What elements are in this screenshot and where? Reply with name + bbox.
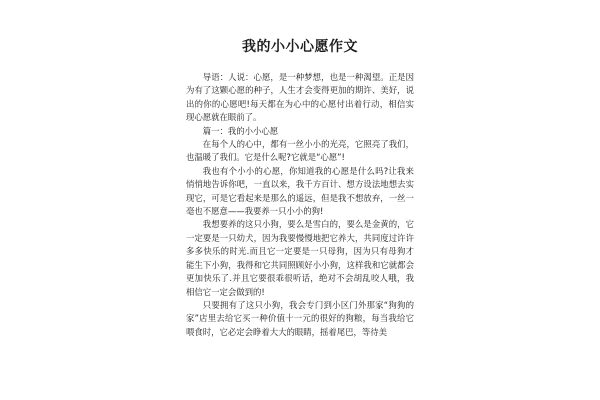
paragraph: 在每个人的心中，都有一丝小小的光亮，它照亮了我们，也温暖了我们。它是什么呢?它就是“心愿”! <box>186 139 414 163</box>
paragraph: 只要拥有了这只小狗，我会专门到小区门外那家“狗狗的家”店里去给它买一种价值十一元的很好的狗粮，每当我给它喂食时，它必定会睁着大大的眼睛，摇着尾巴，等待美 <box>186 299 414 337</box>
paragraph: 我也有个小小的心愿，你知道我的心愿是什么吗?让我来悄悄地告诉你吧，一直以来，我千方百计、想方设法地想去实现它，可是它看起来是那么的遥远，但是我不想放弃，一丝一毫也不愿意——我要养一只小小的狗! <box>186 165 414 217</box>
document-body <box>186 71 414 339</box>
section-heading: 篇一：我的小小心愿 <box>202 125 279 136</box>
paragraph: 我想要养的这只小狗，要么是雪白的，要么是金黄的，它一定要是一只幼犬，因为我要慢慢地把它养大，共同度过许许多多快乐的时光.而且它一定要是一只母狗，因为只有母狗才能生下小狗，我得和它共同照顾好小小狗，这样我和它就都会更加快乐了.并且它要很乖很听话，绝对不会胡乱咬人哦，我相信它一定会做到的! <box>186 219 414 297</box>
paragraph-intro: 导语：人说：心愿，是一种梦想，也是一种渴望。正是因为有了这颗心愿的种子，人生才会变得更加的期许、美好，说出的你的心愿吧!每天都在为心中的心愿付出着行动，相信实现心愿就在眼前了。 <box>186 72 414 123</box>
document-title: 我的小小心愿作文 <box>242 39 358 55</box>
